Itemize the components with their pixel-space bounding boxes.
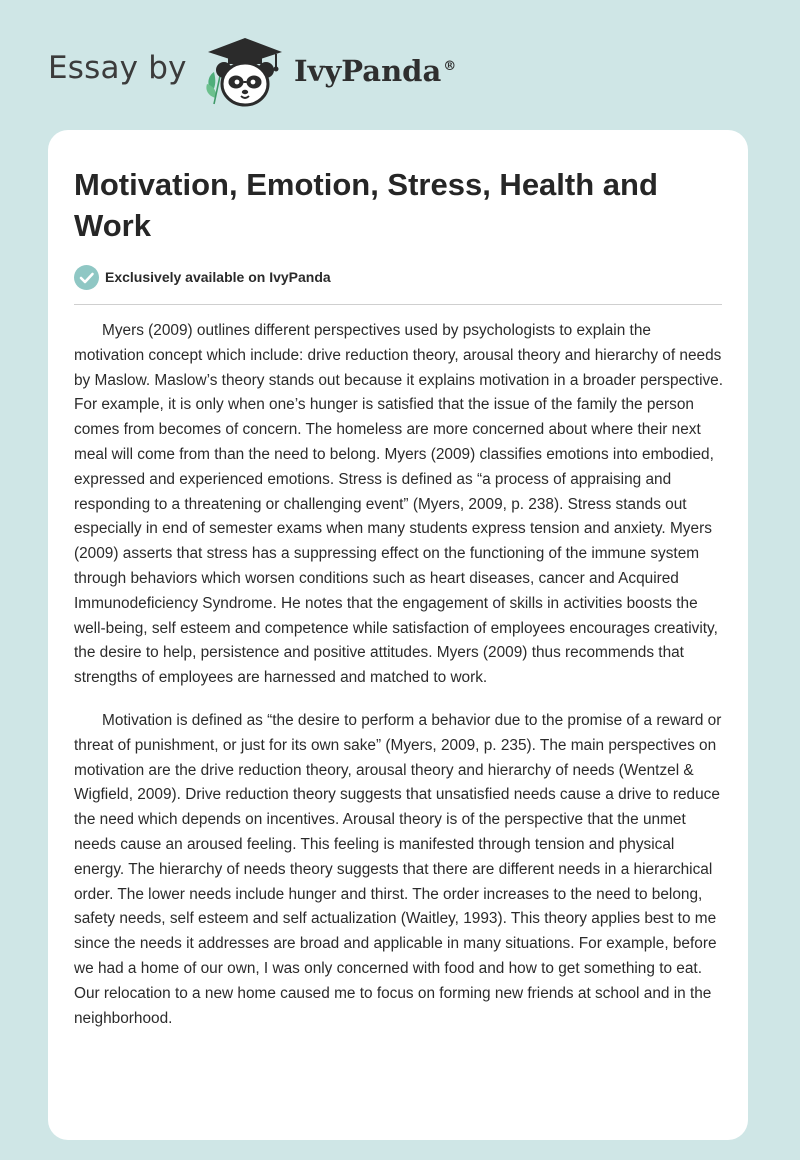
essay-body [74, 319, 724, 1049]
essay-card [48, 130, 748, 1140]
badge-text: Exclusively available on IvyPanda [105, 269, 331, 285]
check-circle-icon [74, 265, 99, 290]
divider [74, 304, 722, 305]
brand-name[interactable]: IvyPanda ® [294, 54, 457, 88]
panda-graduate-icon[interactable] [202, 34, 288, 110]
registered-mark: ® [443, 59, 457, 75]
essay-title: Motivation, Emotion, Stress, Health and Work [74, 167, 658, 243]
site-header [0, 0, 800, 130]
brand-prefix: Essay by [48, 50, 187, 86]
paragraph: Motivation is defined as “the desire to perform a behavior due to the promise of a reward or threat of punishment, or just for its own sake” (Myers, 2009, p. 235). The main perspectives on motivation are the drive reduction theory, arousal theory and hierarchy of needs (Wentzel & Wigfield, 2009). Drive reduction theory suggests that unsatisfied needs cause a drive to reduce the need which depends on incentives. Arousal theory is of the perspective that the unmet needs cause an aroused feeling. This feeling is manifested through tension and physical energy. The hierarchy of needs theory suggests that there are different needs in a hierarchical order. The lower needs include hunger and thirst. The order increases to the need to belong, safety needs, self esteem and self actualization (Waitley, 1993). This theory applies best to me since the needs it addresses are broad and applicable in many situations. For example, before we had a home of our own, I was only concerned with food and how to get something to eat. Our relocation to a new home caused me to focus on forming new friends at school and in the neighborhood. [74, 711, 722, 1027]
paragraph: Myers (2009) outlines different perspectives used by psychologists to explain the motivation concept which include: drive reduction theory, arousal theory and hierarchy of needs by Maslow. Maslow’s theory stands out because it explains motivation in a broader perspective. For example, it is only when one’s hunger is satisfied that the issue of the family the person comes from becomes of concern. The homeless are more concerned about where their next meal will come from than the need to belong. Myers (2009) classifies emotions into embodied, expressed and experienced emotions. Stress is defined as “a process of appraising and responding to a threatening or challenging event” (Myers, 2009, p. 238). Stress stands out especially in end of semester exams when many students express tension and anxiety. Myers (2009) asserts that stress has a suppressing effect on the functioning of the immune system through behaviors which worsen conditions such as heart diseases, cancer and Acquired Immunodeficiency Syndrome. He notes that the engagement of skills in activities boosts the well-being, self esteem and competence while satisfaction of employees encourages creativity, the desire to help, persistence and positive attitudes. Myers (2009) thus recommends that strengths of employees are harnessed and matched to work. [74, 322, 724, 687]
exclusive-badge [74, 264, 331, 290]
